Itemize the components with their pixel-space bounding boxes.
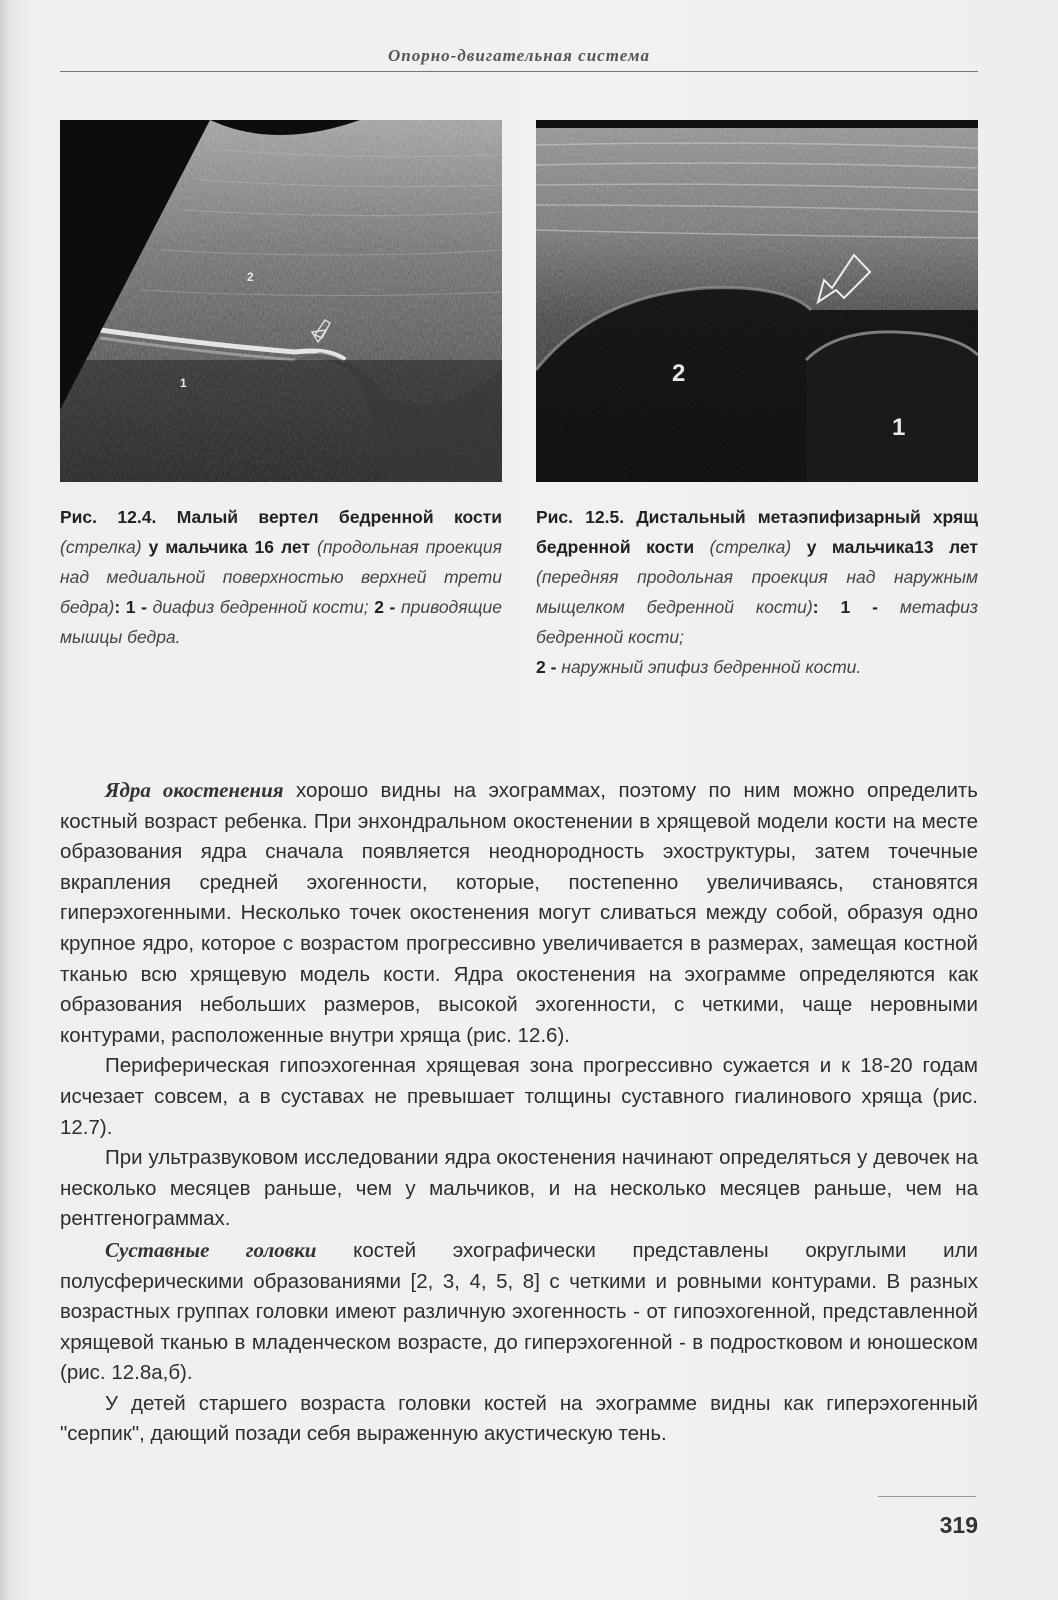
term-ossification-nuclei: Ядра окостенения	[105, 778, 284, 802]
paragraph-1	[60, 775, 978, 1051]
paragraph-1-text: хорошо видны на эхограммах, поэтому по ним можно определить костный возраст ребенка. При энхондральном окостенении в хрящевой модели кости на месте образования ядра сначала появляется неоднородность эхоструктуры, затем точечные вкрапления средней эхогенности, которые, постепенно увеличиваясь, становятся гиперэхогенными. Несколько точек окостенения могут сливаться между собой, образуя одно крупное ядро, которое с возрастом прогрессивно увеличивается в размерах, замещая костной тканью всю хрящевую модель кости. Ядра окостенения на эхограмме определяются как образования небольших размеров, высокой эхогенности, с четкими, чаще неровными контурами, расположенные внутри хряща (рис. 12.6).	[60, 779, 978, 1047]
paragraph-4-text: костей эхографически представлены округлыми или полусферическими образованиями [2, 3, 4, 5, 8] с четкими и ровными контурами. В разных возрастных группах головки имеют различную эхогенность - от гипоэхогенной, представленной хрящевой тканью в младенческом возрасте, до гиперэхогенной - в подростковом и юношеском (рис. 12.8а,б).	[60, 1238, 978, 1385]
caption-title: Дистальный метаэпифизарный хрящ бедренной кости	[536, 507, 978, 557]
figure-caption-12-5	[536, 502, 978, 682]
paragraph-3: При ультразвуковом исследовании ядра окостенения начинают определяться у девочек на несколько месяцев раньше, чем у мальчиков, и на несколько месяцев раньше, чем на рентгенограммах.	[60, 1146, 978, 1231]
caption-number: Рис. 12.5.	[536, 507, 625, 527]
caption-item2-text: приводящие мышцы бедра.	[60, 597, 502, 647]
ultrasound-image-growth-cartilage	[536, 120, 978, 482]
header-rule	[60, 71, 978, 72]
caption-projection: (передняя продольная проекция над наружным мыщелком бедренной кости)	[536, 567, 978, 617]
caption-subject: у мальчика 16 лет	[148, 537, 311, 557]
caption-item1-num: 1 -	[125, 597, 147, 617]
paragraph-5: У детей старшего возраста головки костей на эхограмме видны как гиперэхогенный "серпик", дающий позади себя выраженную акустическую тень.	[60, 1391, 978, 1446]
paragraph-2: Периферическая гипоэхогенная хрящевая зона прогрессивно сужается и к 18-20 годам исчезает совсем, а в суставах не превышает толщины суставного гиалинового хряща (рис. 12.7).	[60, 1054, 978, 1139]
fig2-label-2: 2	[672, 360, 686, 387]
caption-colon: :	[812, 597, 819, 617]
running-title: Опорно-двигательная система	[388, 46, 650, 65]
caption-arrow-note: (стрелка)	[60, 537, 142, 557]
page-number: 319	[939, 1512, 978, 1538]
fig2-label-1: 1	[892, 414, 906, 441]
caption-title: Малый вертел бедренной кости	[176, 507, 502, 527]
body-text	[60, 775, 978, 1450]
caption-item2-num: 2 -	[374, 597, 396, 617]
caption-colon: :	[114, 597, 121, 617]
fig1-label-1: 1	[180, 376, 187, 390]
paragraph-4	[60, 1235, 978, 1389]
ultrasound-scan-2	[536, 120, 978, 482]
ultrasound-scan-1	[60, 120, 502, 482]
footer-rule	[878, 1496, 976, 1497]
caption-arrow-note: (стрелка)	[709, 537, 792, 557]
ultrasound-image-lesser-trochanter	[60, 120, 502, 482]
caption-item2-num: 2 -	[536, 657, 557, 677]
caption-subject: у мальчика13 лет	[806, 537, 978, 557]
caption-number: Рис. 12.4.	[60, 507, 157, 527]
fig1-label-2: 2	[247, 270, 254, 284]
term-articular-heads: Суставные головки	[105, 1237, 317, 1262]
caption-item1-text: метафиз бедренной кости;	[536, 597, 978, 647]
caption-item1-num: 1 -	[840, 597, 878, 617]
caption-item2-text: наружный эпифиз бедренной кости.	[561, 657, 862, 677]
caption-projection: (продольная проекция над медиальной поверхностью верхней трети бедра)	[60, 537, 502, 617]
caption-item1-text: диафиз бедренной кости;	[152, 597, 369, 617]
figure-caption-12-4	[60, 502, 502, 652]
